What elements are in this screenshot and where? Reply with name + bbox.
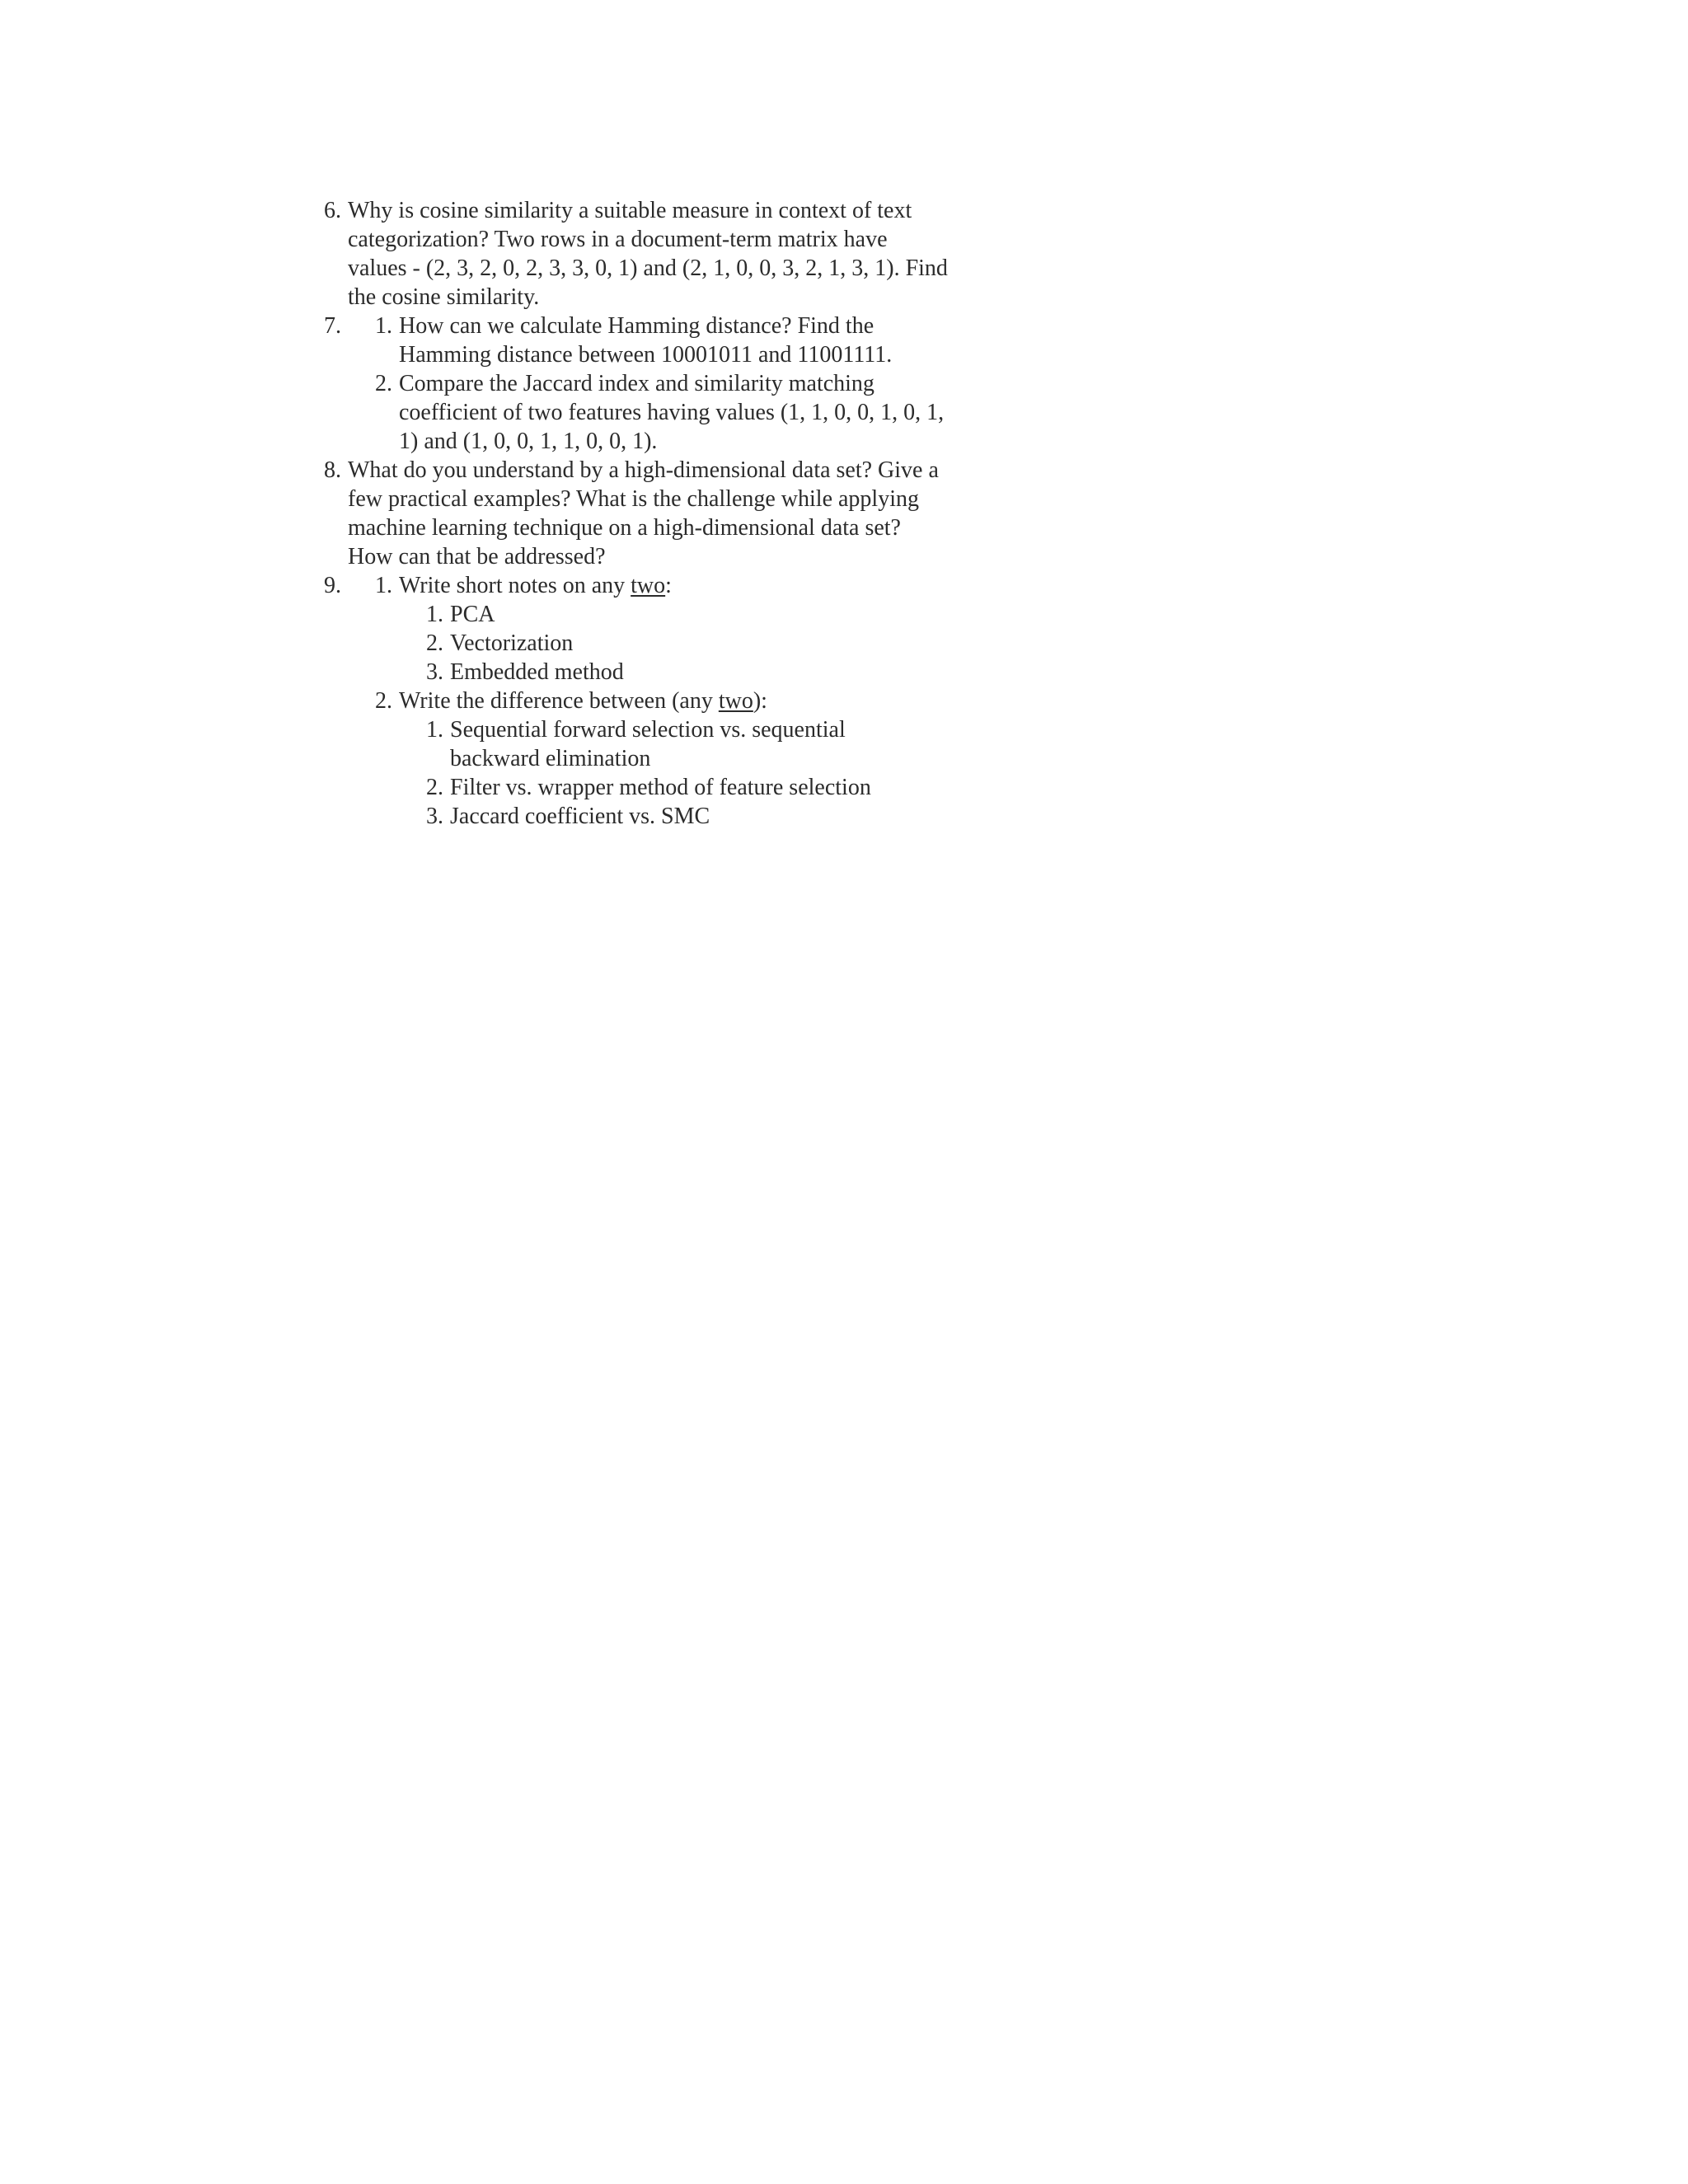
item-number: 1. <box>426 717 443 743</box>
text-line: Compare the Jaccard index and similarity matching <box>399 371 874 396</box>
question-7 <box>313 312 1022 456</box>
text-line: Sequential forward selection vs. sequential <box>450 717 846 743</box>
question-text <box>348 456 1022 571</box>
list-item <box>415 802 1022 831</box>
question-9 <box>313 571 1022 831</box>
text-line: How can we calculate Hamming distance? Find the <box>399 313 874 339</box>
item-text <box>450 715 1022 773</box>
text-after: ): <box>753 688 767 714</box>
text-line: Hamming distance between 10001011 and 11001111. <box>399 342 893 368</box>
text-line: few practical examples? What is the challenge while applying <box>348 486 919 512</box>
list-item <box>415 629 1022 658</box>
question-parts <box>348 312 1022 456</box>
text-line: 1) and (1, 0, 0, 1, 1, 0, 0, 1). <box>399 429 658 454</box>
text-line: values - (2, 3, 2, 0, 2, 3, 3, 0, 1) and (2, 1, 0, 0, 3, 2, 1, 3, 1). Find <box>348 255 948 281</box>
question-parts <box>348 571 1022 831</box>
question-text <box>348 196 1022 312</box>
question-number: 8. <box>324 457 341 483</box>
sub-question-7-1 <box>364 312 1022 369</box>
list-item <box>415 658 1022 687</box>
question-number: 7. <box>324 313 341 339</box>
list-item <box>415 773 1022 802</box>
sub-question-9-2 <box>364 687 1022 715</box>
text-line: How can that be addressed? <box>348 544 606 569</box>
item-number: 1. <box>426 602 443 627</box>
text-line <box>399 687 1022 715</box>
sub-question-text <box>399 369 1022 456</box>
list-item <box>415 715 1022 773</box>
text-line: Jaccard coefficient vs. SMC <box>450 804 710 829</box>
text-line: machine learning technique on a high-dimensional data set? <box>348 515 901 541</box>
underlined-word: two <box>718 688 753 714</box>
sub-question-number: 1. <box>375 573 392 598</box>
sub-question-number: 2. <box>375 688 392 714</box>
question-number: 9. <box>324 573 341 598</box>
item-text: Vectorization <box>450 630 574 656</box>
text-line: categorization? Two rows in a document-term matrix have <box>348 227 888 252</box>
sub-question-number: 1. <box>375 313 392 339</box>
text-line: Why is cosine similarity a suitable measure in context of text <box>348 198 912 223</box>
item-number: 2. <box>426 630 443 656</box>
text-line: coefficient of two features having values (1, 1, 0, 0, 1, 0, 1, <box>399 400 945 425</box>
question-6 <box>313 196 1022 312</box>
item-text <box>450 773 1022 802</box>
item-text <box>450 802 1022 831</box>
text-before: Write the difference between (any <box>399 688 719 714</box>
sub-question-number: 2. <box>375 371 392 396</box>
sub-question-text <box>399 687 1022 715</box>
question-list <box>313 196 1022 831</box>
text-line: the cosine similarity. <box>348 284 540 310</box>
item-text: PCA <box>450 602 495 627</box>
text-line <box>399 571 1022 600</box>
underlined-word: two <box>631 573 666 598</box>
item-text: Embedded method <box>450 659 624 685</box>
item-number: 3. <box>426 659 443 685</box>
sub-question-7-2 <box>364 369 1022 456</box>
question-number: 6. <box>324 198 341 223</box>
item-number: 2. <box>426 775 443 800</box>
text-line: backward elimination <box>450 746 651 771</box>
sub-question-text <box>399 571 1022 600</box>
text-line: Filter vs. wrapper method of feature selection <box>450 775 871 800</box>
text-before: Write short notes on any <box>399 573 631 598</box>
sub-question-9-1 <box>364 571 1022 600</box>
text-after: : <box>665 573 672 598</box>
question-8 <box>313 456 1022 571</box>
sub-question-text <box>399 312 1022 369</box>
text-line: What do you understand by a high-dimensional data set? Give a <box>348 457 939 483</box>
list-item <box>415 600 1022 629</box>
item-number: 3. <box>426 804 443 829</box>
